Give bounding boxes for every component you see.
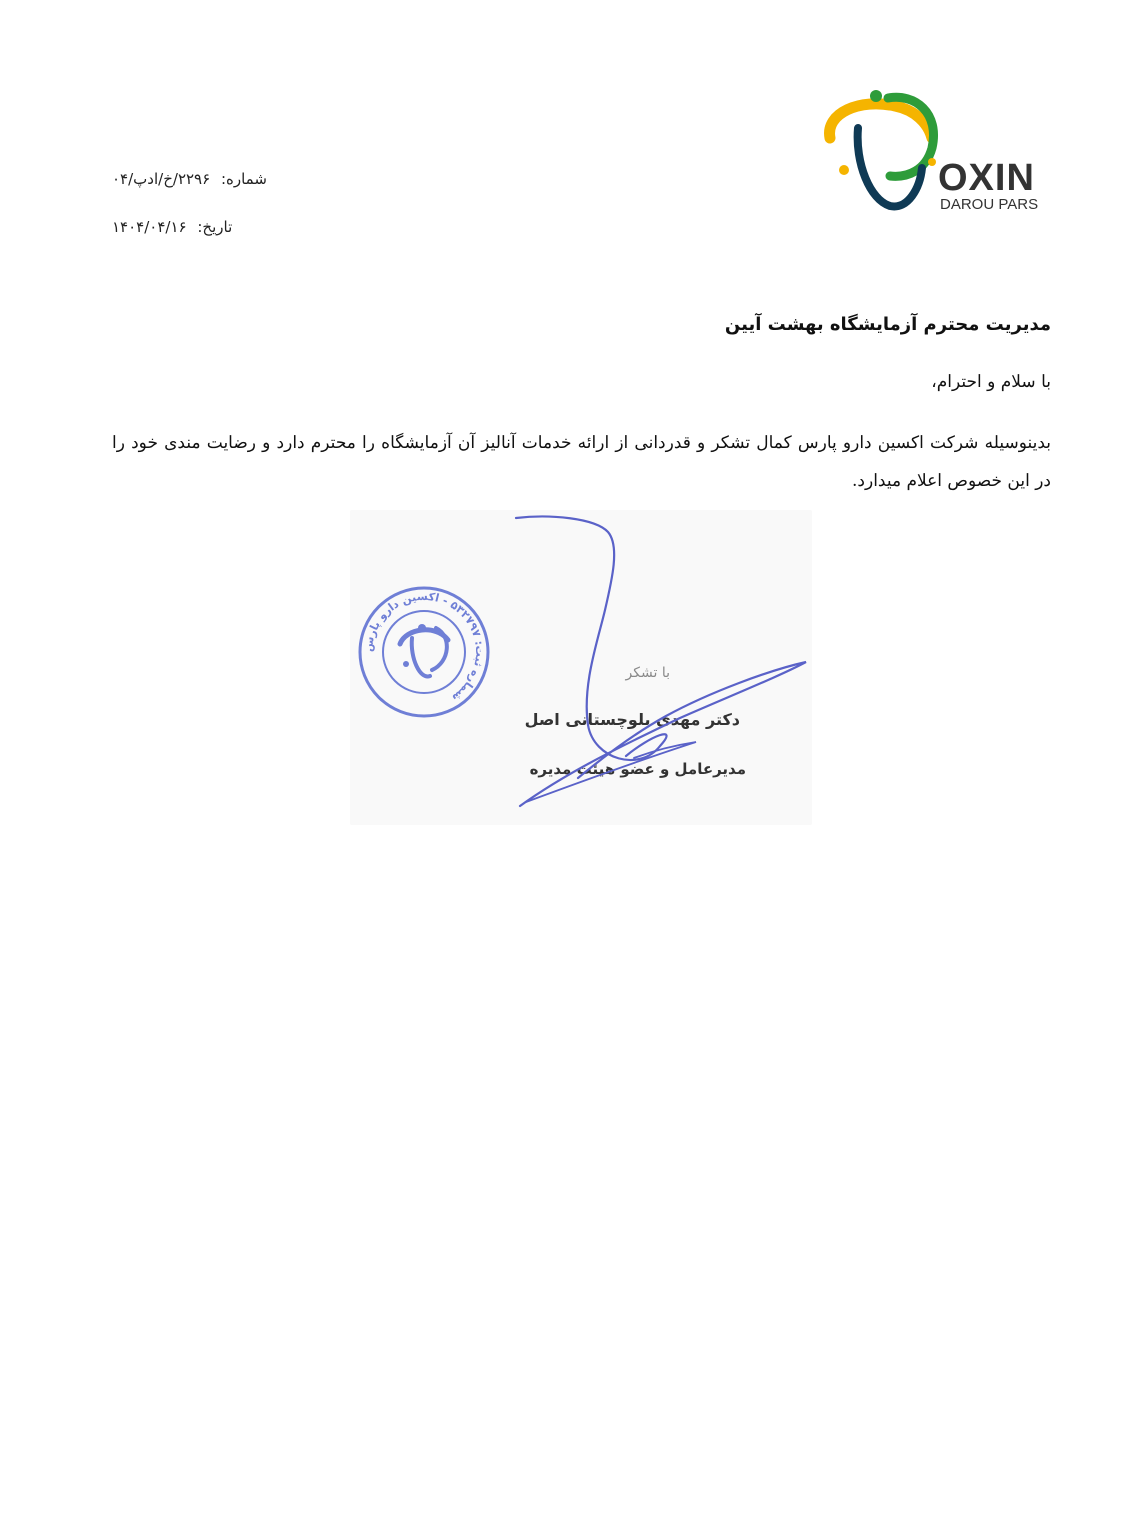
letter-number-label: شماره: — [220, 170, 267, 188]
recipient-line: مدیریت محترم آزمایشگاه بهشت آیین — [724, 314, 1051, 335]
letter-date — [112, 218, 232, 236]
letter-date-label: تاریخ: — [197, 218, 233, 236]
company-logo — [820, 88, 1055, 213]
logo-wordmark: OXIN — [938, 157, 1035, 199]
letter-date-value: ۱۴۰۴/۰۴/۱۶ — [112, 218, 187, 236]
logo-subtitle: DAROU PARS — [940, 196, 1039, 213]
letter-number-value: ۲۲۹۶/خ/ادپ/۰۴ — [112, 170, 211, 188]
signatory-name: دکتر مهدی بلوچستانی اصل — [524, 710, 740, 729]
signature-block — [350, 510, 812, 825]
greeting-line: با سلام و احترام، — [931, 372, 1051, 392]
stamp-ring-text: شماره ثبت: ۵۳۲۷۹۷ - اکسین دارو پارس — [361, 589, 487, 705]
company-stamp — [356, 584, 492, 720]
signatory-title: مدیرعامل و عضو هیئت مدیره — [529, 760, 746, 778]
signature-thanks: با تشکر — [625, 665, 670, 681]
letter-number — [112, 170, 267, 188]
letter-body: بدینوسیله شرکت اکسین دارو پارس کمال تشکر و قدردانی از ارائه خدمات آنالیز آن آزمایشگاه را محترم دارد و رضایت مندی خود را در این خصوص اعلام میدارد. — [112, 433, 1051, 491]
